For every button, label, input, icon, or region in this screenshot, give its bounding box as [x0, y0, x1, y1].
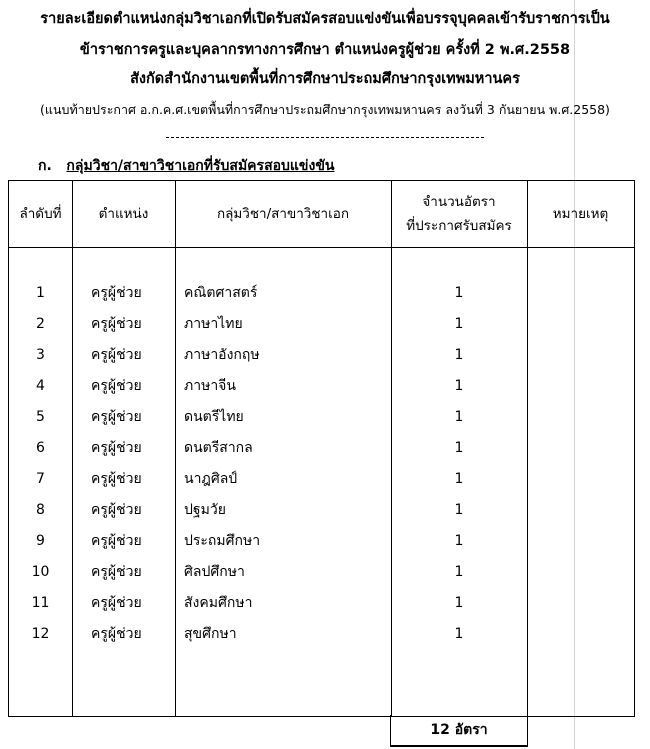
header-subject: กลุ่มวิชา/สาขาวิชาเอก — [216, 206, 350, 222]
table-row — [9, 402, 634, 433]
row-count: 1 — [454, 471, 464, 487]
row-subject: ดนตรีไทย — [184, 409, 244, 425]
row-position: ครูผู้ช่วย — [91, 533, 142, 549]
row-position: ครูผู้ช่วย — [91, 564, 142, 580]
row-subject: คณิตศาสตร์ — [184, 285, 258, 301]
header-remark: หมายเหตุ — [552, 206, 609, 222]
table-row — [9, 526, 634, 557]
table-row — [9, 278, 634, 309]
table-row — [9, 588, 634, 619]
row-subject: ภาษาอังกฤษ — [184, 347, 260, 363]
table-row — [9, 619, 634, 650]
row-subject: ภาษาไทย — [184, 316, 243, 332]
title-line-2: ข้าราชการครูและบุคลากรทางการศึกษา ตำแหน่งครูผู้ช่วย ครั้งที่ 2 พ.ศ.2558 — [79, 42, 571, 58]
row-count: 1 — [454, 595, 464, 611]
row-subject: ดนตรีสากล — [184, 440, 253, 456]
row-position: ครูผู้ช่วย — [91, 626, 142, 642]
row-number: 12 — [31, 626, 50, 642]
row-subject: ประถมศึกษา — [184, 533, 261, 549]
dashed-divider — [166, 137, 484, 138]
row-subject: ภาษาจีน — [184, 378, 236, 394]
row-count: 1 — [454, 440, 464, 456]
row-position: ครูผู้ช่วย — [91, 316, 142, 332]
header-order: ลำดับที่ — [19, 206, 62, 222]
row-number: 6 — [36, 440, 45, 456]
row-number: 7 — [36, 471, 45, 487]
row-count: 1 — [454, 409, 464, 425]
table-row — [9, 433, 634, 464]
row-subject: ศิลปศึกษา — [184, 564, 245, 580]
row-position: ครูผู้ช่วย — [91, 378, 142, 394]
table-row — [9, 340, 634, 371]
section-heading — [38, 156, 334, 176]
row-count: 1 — [454, 502, 464, 518]
row-subject: นาฎศิลป์ — [184, 471, 238, 487]
row-number: 11 — [31, 595, 50, 611]
subject-table — [8, 180, 635, 717]
row-number: 1 — [36, 285, 45, 301]
total-count: 12 อัตรา — [390, 715, 528, 747]
row-count: 1 — [454, 378, 464, 394]
row-number: 5 — [36, 409, 45, 425]
table-row — [9, 557, 634, 588]
row-number: 3 — [36, 347, 45, 363]
section-prefix: ก. — [38, 158, 52, 174]
title-line-1: รายละเอียดตำแหน่งกลุ่มวิชาเอกที่เปิดรับสมัครสอบแข่งขันเพื่อบรรจุบุคคลเข้ารับราชการเป็น — [40, 11, 610, 27]
table-row — [9, 464, 634, 495]
row-position: ครูผู้ช่วย — [91, 285, 142, 301]
row-subject: สังคมศึกษา — [184, 595, 253, 611]
row-count: 1 — [454, 347, 464, 363]
row-position: ครูผู้ช่วย — [91, 471, 142, 487]
row-number: 10 — [31, 564, 50, 580]
row-position: ครูผู้ช่วย — [91, 595, 142, 611]
table-row — [9, 371, 634, 402]
row-count: 1 — [454, 533, 464, 549]
title-line-3: สังกัดสำนักงานเขตพื้นที่การศึกษาประถมศึกษากรุงเทพมหานคร — [130, 71, 520, 87]
header-count — [391, 181, 527, 247]
row-number: 2 — [36, 316, 45, 332]
row-count: 1 — [454, 626, 464, 642]
announcement-reference: (แนบท้ายประกาศ อ.ก.ค.ศ.เขตพื้นที่การศึกษาประถมศึกษากรุงเทพมหานคร ลงวันที่ 3 กันยายน พ.ศ.2558) — [40, 102, 610, 117]
row-position: ครูผู้ช่วย — [91, 347, 142, 363]
row-subject: ปฐมวัย — [184, 502, 226, 518]
row-number: 9 — [36, 533, 45, 549]
row-position: ครูผู้ช่วย — [91, 502, 142, 518]
header-position: ตำแหน่ง — [98, 206, 149, 222]
header-divider — [9, 247, 634, 248]
row-number: 4 — [36, 378, 45, 394]
header-count-line1: จำนวนอัตรา — [422, 194, 496, 210]
row-count: 1 — [454, 285, 464, 301]
section-title: กลุ่มวิชา/สาขาวิชาเอกที่รับสมัครสอบแข่งขัน — [66, 158, 335, 174]
row-count: 1 — [454, 316, 464, 332]
row-subject: สุขศึกษา — [184, 626, 237, 642]
table-row — [9, 495, 634, 526]
header-count-line2: ที่ประกาศรับสมัคร — [406, 218, 512, 234]
row-number: 8 — [36, 502, 45, 518]
row-count: 1 — [454, 564, 464, 580]
row-position: ครูผู้ช่วย — [91, 409, 142, 425]
table-row — [9, 309, 634, 340]
row-position: ครูผู้ช่วย — [91, 440, 142, 456]
